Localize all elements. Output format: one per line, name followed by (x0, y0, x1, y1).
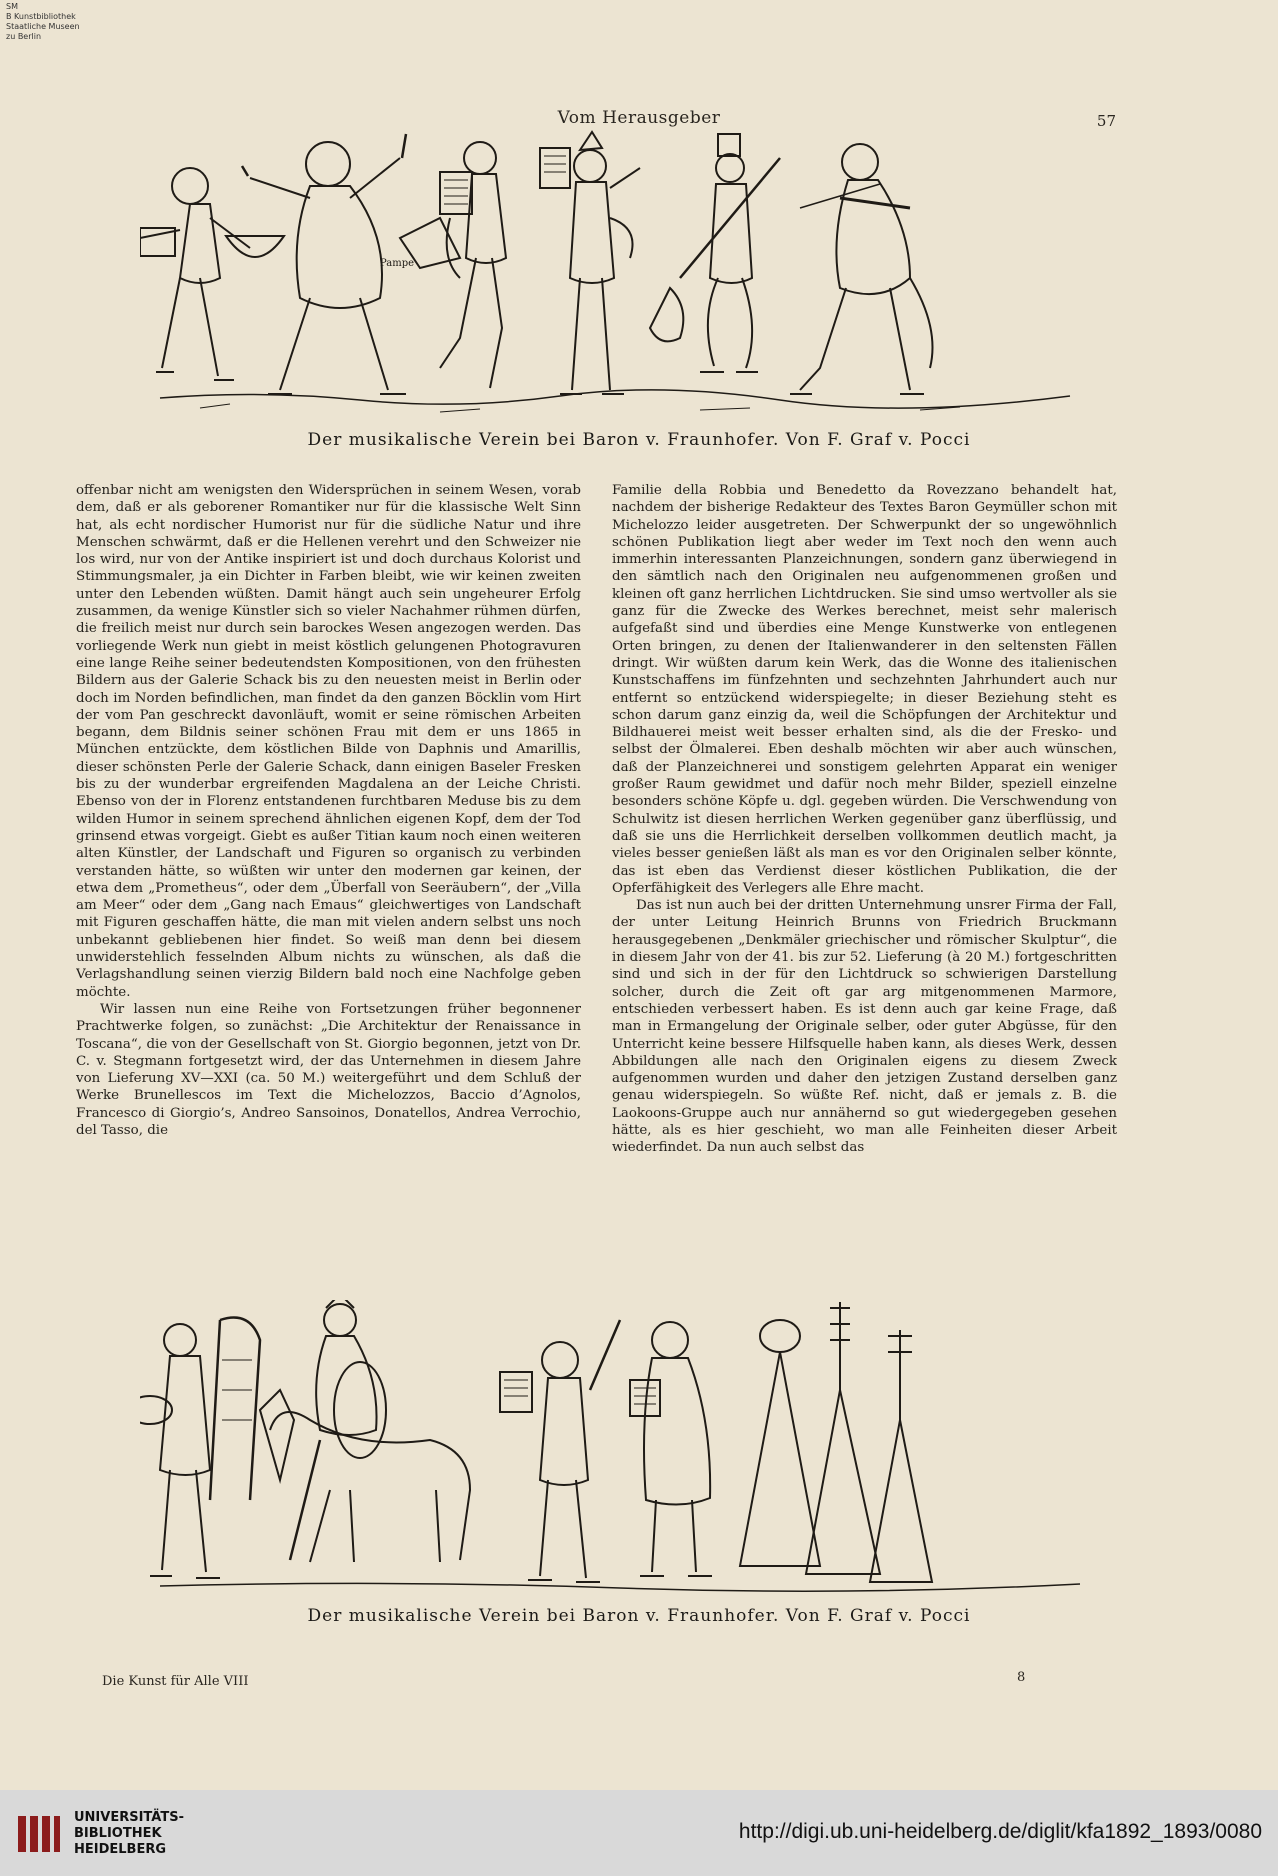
university-library-logo-icon (16, 1810, 62, 1856)
permalink-url[interactable]: http://digi.ub.uni-heidelberg.de/diglit/kfa1892_1893/0080 (738, 1820, 1262, 1843)
top-illustration (140, 128, 1110, 418)
top-caption: Der musikalische Verein bei Baron v. Fraunhofer. Von F. Graf v. Pocci (307, 430, 971, 450)
library-bar (0, 1790, 1278, 1876)
sign-text: Pampe (380, 258, 415, 269)
logo-line: BIBLIOTHEK (74, 1826, 162, 1841)
logo-line: HEIDELBERG (74, 1842, 167, 1857)
paragraph: offenbar nicht am wenigsten den Widersprüchen in seinem Wesen, vorab dem, daß er als geborener Romantiker nur für die klassische Welt Sinn hat, als echt nordischer Humorist nur für die südliche Natur und ihre Menschen schwärmt, daß er die Hellenen verehrt und den Schweizer nie los wird, nur von der Antike inspiriert ist und doch durchaus Kolorist und Stimmungsmaler, ja ein Dichter in Farben bleibt, wie wir keinen zweiten unter den Lebenden wüßten. Damit hängt auch sein ungeheurer Erfolg zusammen, da wenige Künstler sich so vieler Nachahmer rühmen dürfen, die freilich meist nur durch sein barockes Wesen angezogen werden. Das vorliegende Werk nun giebt in meist köstlich gelungenen Photogravuren eine lange Reihe seiner bedeutendsten Kompositionen, von den frühesten Bildern aus der Galerie Schack bis zu den neuesten meist in Berlin oder doch im Norden befindlichen, man findet da den ganzen Böcklin vom Hirt der vom Pan geschreckt davonläuft, womit er seine römischen Arbeiten begann, dem Bildnis seiner schönen Frau mit dem er uns 1865 in München entzückte, dem köstlichen Bilde von Daphnis und Amarillis, dieser schönsten Perle der Galerie Schack, dann einigen Baseler Fresken bis zu der wunderbar ergreifenden Magdalena an der Leiche Christi. Ebenso von der in Florenz entstandenen furchtbaren Meduse bis zu dem wilden Humor in seinem sprechend ähnlichen eigenen Kopf, dem der Tod grinsend etwas vorgeigt. Giebt es außer Titian kaum noch einen weiteren alten Künstler, der Landschaft und Figuren so organisch zu verbinden verstanden hätte, so wüßten wir unter den modernen gar keinen, der etwa dem „Prometheus“, oder dem „Überfall von Seeräubern“, der „Villa am Meer“ oder dem „Gang nach Emaus“ gleichwertiges von Landschaft mit Figuren geschaffen hätte, die man mit vielen andern selbst uns noch unbekannt gebliebenen hier findet. So weiß man denn bei diesem unwiderstehlich fesselnden Album nichts zu wünschen, als daß die Verlagshandlung seinen vierzig Bildern bald noch eine Nachfolge geben möchte. (76, 483, 581, 1000)
stamp-line: zu Berlin (6, 32, 42, 41)
journal-footer: Die Kunst für Alle VIII (102, 1674, 249, 1689)
stamp-line: B Kunstbibliothek (6, 12, 76, 21)
sheet-signature: 8 (1017, 1670, 1026, 1685)
stamp-line: Staatliche Museen (6, 22, 80, 31)
running-title: Vom Herausgeber (557, 108, 721, 128)
paragraph: Das ist nun auch bei der dritten Unternehmung unsrer Firma der Fall, der unter Leitung Heinrich Brunns von Friedrich Bruckmann herausgegebenen „Denkmäler griechischer und römischer Skulptur“, die in diesem Jahr von der 41. bis zur 52. Lieferung (à 20 M.) fortgeschritten sind und sich in der für den Lichtdruck so schwierigen Darstellung solcher, durch die Zeit oft gar arg mitgenommenen Marmore, entschieden verbessert haben. Es ist denn auch gar keine Frage, daß man in Ermangelung der Originale selber, oder guter Abgüsse, für den Unterricht keine bessere Hilfsquelle haben kann, als dieses Werk, dessen Abbildungen alle nach den Originalen eigens zu diesem Zweck aufgenommen wurden und daher den jetzigen Zustand derselben ganz genau widerspiegeln. So wüßte Ref. nicht, daß er jemals z. B. die Laokoons-Gruppe auch nur annähernd so gut wiedergegeben gesehen hätte, als es hier geschieht, wo man alle Feinheiten dieser Arbeit wiederfindet. Da nun auch selbst das (612, 898, 1117, 1156)
bottom-caption: Der musikalische Verein bei Baron v. Fraunhofer. Von F. Graf v. Pocci (307, 1606, 971, 1626)
right-column (612, 482, 1117, 1272)
museum-stamp (6, 2, 80, 42)
logo-line: UNIVERSITÄTS- (74, 1810, 184, 1825)
page-number: 57 (1096, 112, 1116, 130)
painters-procession-drawing (140, 1300, 1110, 1600)
bottom-illustration (140, 1300, 1110, 1600)
musicians-procession-drawing (140, 128, 1110, 418)
library-logo-text (74, 1810, 184, 1858)
paragraph: Familie della Robbia und Benedetto da Rovezzano behandelt hat, nachdem der bisherige Redakteur des Textes Baron Geymüller schon mit Michelozzo leider ausgetreten. Der Schwerpunkt der so ungewöhnlich schönen Publikation liegt aber weder im Text noch den wenn auch immerhin interessanten Planzeichnungen, sondern ganz überwiegend in den sämtlich nach den Originalen neu aufgenommenen großen und kleinen oft ganz herrlichen Lichtdrucken. Sie sind umso wertvoller als sie ganz für die Zwecke des Werkes berechnet, meist sehr malerisch aufgefaßt sind und überdies eine Menge Kunstwerke von entlegenen Orten bringen, zu denen der Italienwanderer in den seltensten Fällen dringt. Wir wüßten darum kein Werk, das die Wonne des italienischen Kunstschaffens im fünfzehnten und sechzehnten Jahrhundert auch nur entfernt so entzückend widerspiegelte; in dieser Beziehung steht es schon darum ganz einzig da, weil die Schöpfungen der Architektur und Bildhauerei meist weit besser erhalten sind, als die der Fresko- und selbst der Ölmalerei. Eben deshalb möchten wir aber auch wünschen, daß der Planzeichnerei und sonstigem gelehrten Apparat ein weniger großer Raum gewidmet und dafür noch mehr Bilder, speziell einzelne besonders schöne Köpfe u. dgl. gegeben würden. Die Verschwendung von Schulwitz ist diesen herrlichen Werken gegenüber ganz überflüssig, und daß sie uns die Herrlichkeit derselben vollkommen deutlich macht, ja vieles besser genießen läßt als man es vor den Originalen selber könnte, das ist eben das Verdienst dieser köstlichen Publikation, die der Opferfähigkeit des Verlegers alle Ehre macht. (612, 483, 1117, 896)
paragraph: Wir lassen nun eine Reihe von Fortsetzungen früher begonnener Prachtwerke folgen, so zunächst: „Die Architektur der Renaissance in Toscana“, die von der Gesellschaft von St. Giorgio begonnen, jetzt von Dr. C. v. Stegmann fortgesetzt wird, der das Unternehmen in diesem Jahre von Lieferung XV—XXI (ca. 50 M.) weitergeführt und dem Schluß der Werke Brunellescos im Text die Michelozzos, Baccio d’Agnolos, Francesco di Giorgio’s, Andreo Sansoinos, Donatellos, Andrea Verrochio, del Tasso, die (76, 1001, 581, 1138)
stamp-line: SM (6, 2, 18, 11)
left-column (76, 482, 581, 1272)
